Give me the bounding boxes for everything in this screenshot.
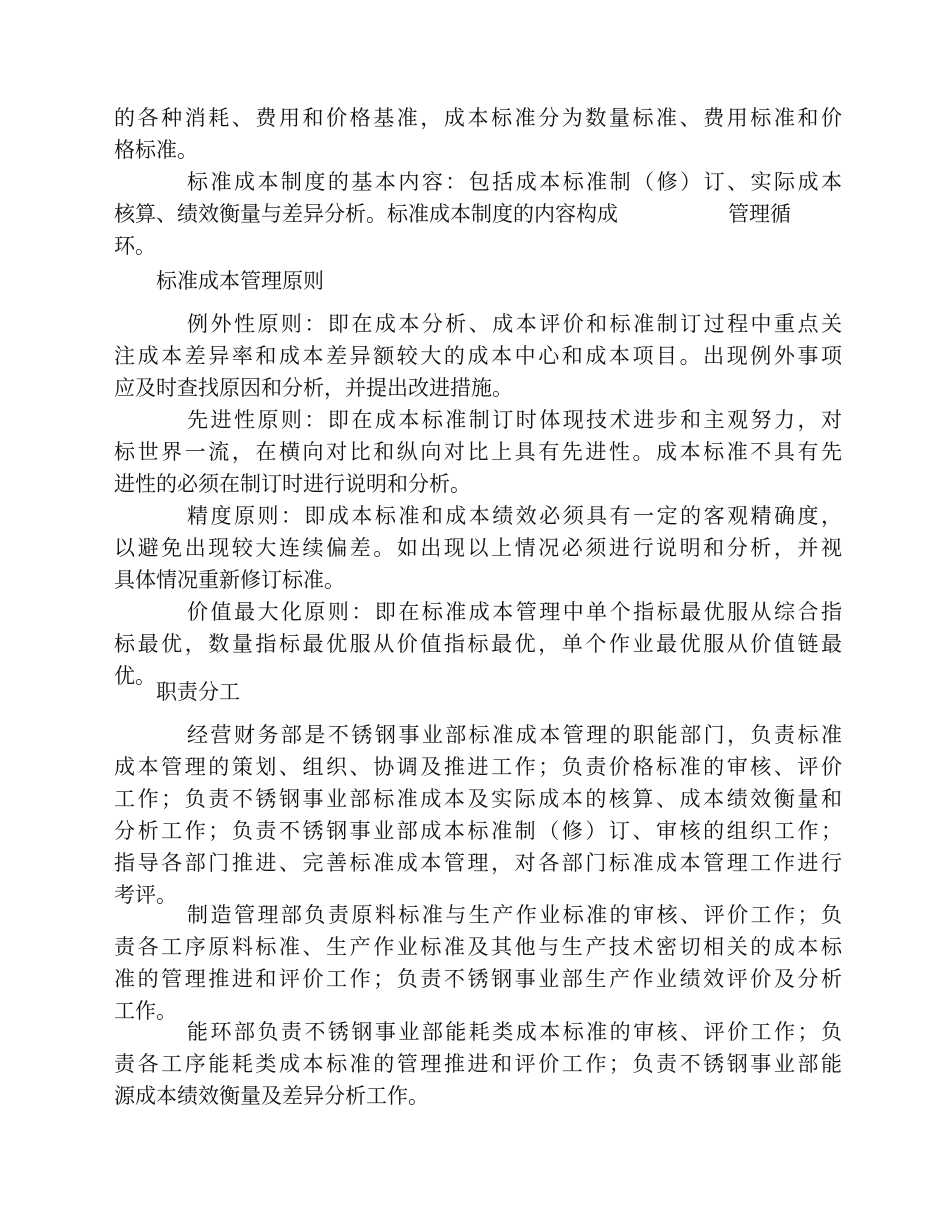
text-line: 的各种消耗、费用和价格基准，成本标准分为数量标准、费用标准和价 — [114, 106, 842, 130]
text-line: 标世界一流，在横向对比和纵向对比上具有先进性。成本标准不具有先 — [114, 440, 842, 464]
text-line: 标最优，数量指标最优服从价值指标最优，单个作业最优服从价值链最 — [114, 632, 842, 656]
text-line: 具体情况重新修订标准。 — [114, 568, 345, 592]
text-line: 考评。 — [114, 883, 177, 907]
section-heading: 标准成本管理原则 — [156, 269, 324, 293]
section-heading: 职责分工 — [156, 680, 240, 704]
text-line: 经营财务部是不锈钢事业部标准成本管理的职能部门，负责标准 — [187, 723, 842, 747]
text-line: 准的管理推进和评价工作；负责不锈钢事业部生产作业绩效评价及分析 — [114, 967, 842, 991]
text-line: 进性的必须在制订时进行说明和分析。 — [114, 472, 471, 496]
text-line: 例外性原则：即在成本分析、成本评价和标准制订过程中重点关 — [187, 312, 842, 336]
text-line: 价值最大化原则：即在标准成本管理中单个指标最优服从综合指 — [187, 600, 842, 624]
text-line: 注成本差异率和成本差异额较大的成本中心和成本项目。出现例外事项 — [114, 344, 842, 368]
text-line: 分析工作；负责不锈钢事业部成本标准制（修）订、审核的组织工作； — [114, 819, 842, 843]
text-line: 精度原则：即成本标准和成本绩效必须具有一定的客观精确度， — [187, 504, 842, 528]
text-line: 能环部负责不锈钢事业部能耗类成本标准的审核、评价工作；负 — [187, 1020, 842, 1044]
text-line: 指导各部门推进、完善标准成本管理，对各部门标准成本管理工作进行 — [114, 851, 842, 875]
text-line: 环。 — [114, 234, 156, 258]
text-line: 格标准。 — [114, 138, 198, 162]
text-line: 工作。 — [114, 999, 177, 1023]
text-line: 责各工序能耗类成本标准的管理推进和评价工作；负责不锈钢事业部能 — [114, 1052, 842, 1076]
text-line: 责各工序原料标准、生产作业标准及其他与生产技术密切相关的成本标 — [114, 935, 842, 959]
text-line: 标准成本制度的基本内容：包括成本标准制（修）订、实际成本 — [187, 170, 842, 194]
text-line: 优。 — [114, 664, 156, 688]
text-line: 以避免出现较大连续偏差。如出现以上情况必须进行说明和分析，并视 — [114, 536, 842, 560]
text-line: 工作；负责不锈钢事业部标准成本及实际成本的核算、成本绩效衡量和 — [114, 787, 842, 811]
text-line: 应及时查找原因和分析，并提出改进措施。 — [114, 376, 513, 400]
text-line: 核算、绩效衡量与差异分析。标准成本制度的内容构成 — [114, 202, 618, 226]
text-line: 成本管理的策划、组织、协调及推进工作；负责价格标准的审核、评价 — [114, 755, 842, 779]
text-line: 制造管理部负责原料标准与生产作业标准的审核、评价工作；负 — [187, 903, 842, 927]
text-line: 源成本绩效衡量及差异分析工作。 — [114, 1084, 429, 1108]
text-line: 先进性原则：即在成本标准制订时体现技术进步和主观努力，对 — [187, 408, 842, 432]
text-line: 管理循 — [728, 202, 791, 226]
